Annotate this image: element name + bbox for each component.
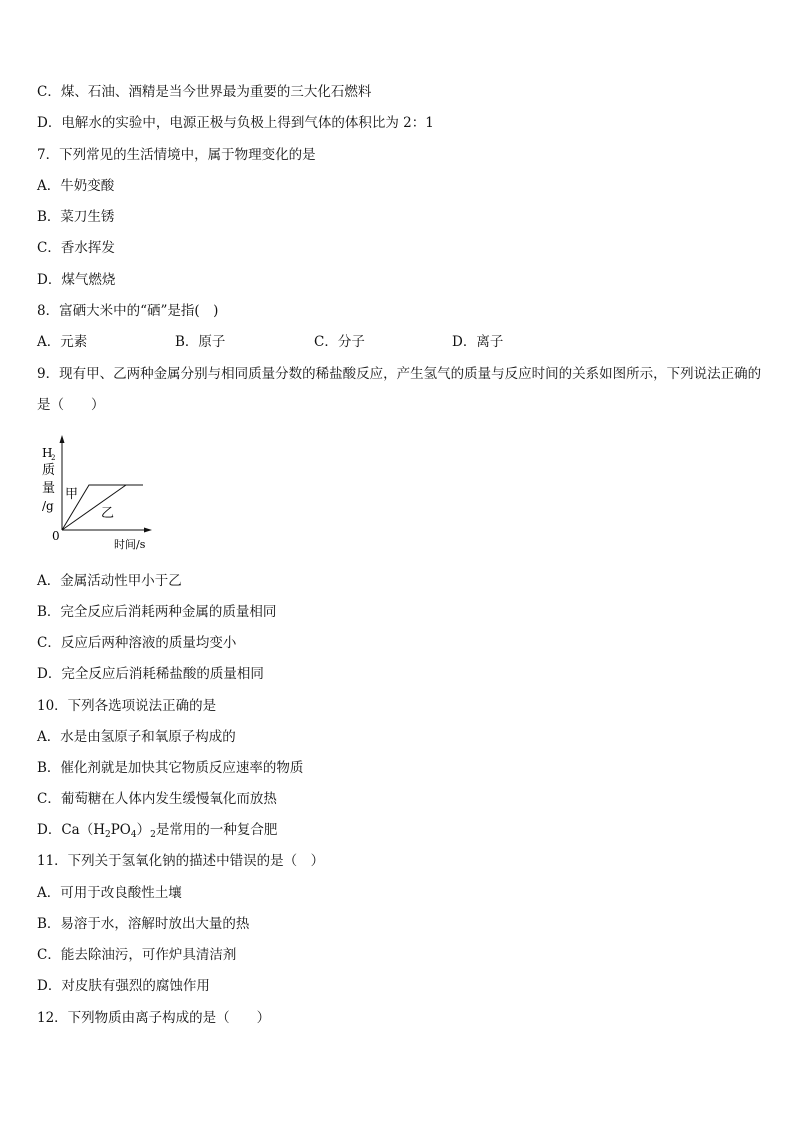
q10-d-mid: PO <box>110 822 131 838</box>
q11-option-d: D．对皮肤有强烈的腐蚀作用 <box>37 978 210 994</box>
graph-y-label-1: 质 <box>42 463 56 478</box>
q10-d-sub2: 4 <box>130 830 137 840</box>
q11-stem: 11．下列关于氢氧化钠的描述中错误的是（ ） <box>37 853 325 869</box>
q7-stem: 7．下列常见的生活情境中，属于物理变化的是 <box>37 147 316 163</box>
q10-stem: 10．下列各选项说法正确的是 <box>37 698 217 714</box>
graph-origin-label: 0 <box>52 529 60 543</box>
q7-option-d: D．煤气燃烧 <box>37 272 116 288</box>
q9-graph <box>38 432 168 557</box>
q6-option-c: C．煤、石油、酒精是当今世界最为重要的三大化石燃料 <box>37 84 372 100</box>
q11-option-c: C．能去除油污，可作炉具清洁剂 <box>37 947 237 963</box>
q12-stem: 12．下列物质由离子构成的是（ ） <box>37 1010 271 1026</box>
graph-series-jia-label: 甲 <box>65 487 79 502</box>
q10-option-a: A．水是由氢原子和氧原子构成的 <box>37 729 236 745</box>
q8-stem: 8．富硒大米中的“硒”是指( ) <box>37 303 219 319</box>
q10-option-c: C．葡萄糖在人体内发生缓慢氧化而放热 <box>37 791 277 807</box>
q9-option-c: C．反应后两种溶液的质量均变小 <box>37 635 237 651</box>
q10-d-sub3: 2 <box>150 830 156 840</box>
q9-stem: 9．现有甲、乙两种金属分别与相同质量分数的稀盐酸反应，产生氢气的质量与反应时间的关系如图所示，下列说法正确的是（ ） <box>37 366 762 413</box>
q8-option-b: B．原子 <box>175 334 226 350</box>
q10-option-d <box>37 821 277 844</box>
q8-option-a: A．元素 <box>37 334 88 350</box>
q8-option-d: D．离子 <box>452 334 504 350</box>
q9-option-d: D．完全反应后消耗稀盐酸的质量相同 <box>37 666 264 682</box>
graph-series-yi-label: 乙 <box>101 506 115 521</box>
graph-y-label-2: 量 <box>42 481 56 496</box>
graph-y-arrow <box>60 435 65 443</box>
q11-option-b: B．易溶于水，溶解时放出大量的热 <box>37 916 250 932</box>
q10-d-close: ） <box>136 822 151 838</box>
q10-d-sub1: 2 <box>104 830 111 840</box>
q7-option-c: C．香水挥发 <box>37 240 115 256</box>
graph-x-label: 时间/s <box>114 538 146 551</box>
graph-y-label-3: /g <box>42 499 54 513</box>
q9-option-b: B．完全反应后消耗两种金属的质量相同 <box>37 604 277 620</box>
q8-option-c: C．分子 <box>314 334 365 350</box>
q10-option-b: B．催化剂就是加快其它物质反应速率的物质 <box>37 760 304 776</box>
q10-d-prefix: D．Ca（H <box>37 822 105 838</box>
q10-d-suffix: 是常用的一种复合肥 <box>155 822 278 838</box>
graph-y-label-sub: 2 <box>51 454 56 462</box>
q7-option-b: B．菜刀生锈 <box>37 209 115 225</box>
graph-y-label-h: H <box>42 446 53 460</box>
graph-x-arrow <box>144 528 152 533</box>
q7-option-a: A．牛奶变酸 <box>37 178 115 194</box>
q6-option-d: D．电解水的实验中，电源正极与负极上得到气体的体积比为 2：1 <box>37 115 434 131</box>
q11-option-a: A．可用于改良酸性土壤 <box>37 885 182 901</box>
q9-option-a: A．金属活动性甲小于乙 <box>37 573 182 589</box>
